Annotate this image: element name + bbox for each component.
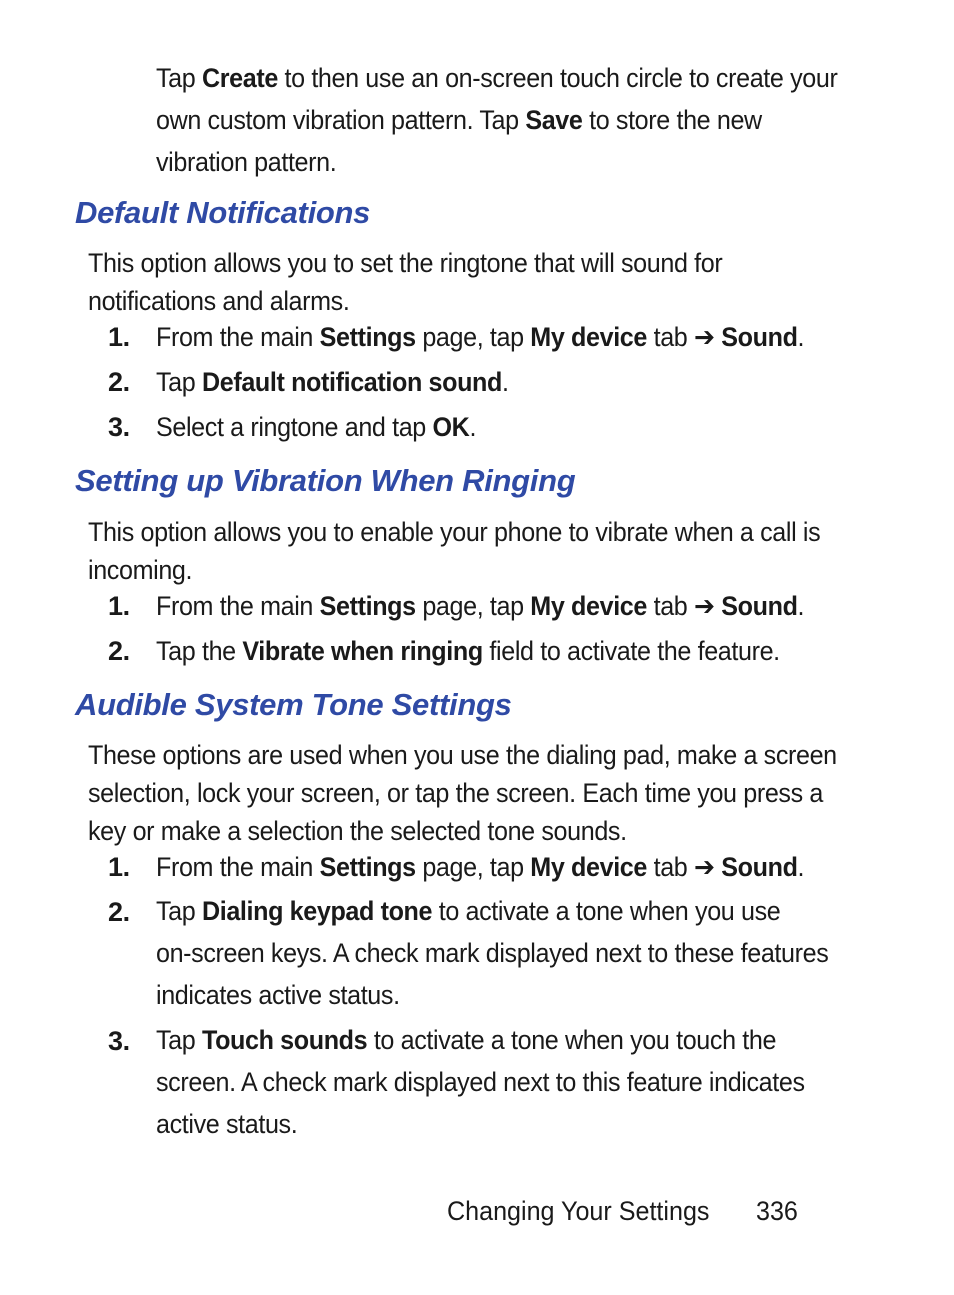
- description-line: This option allows you to set the ringtone that will sound for: [88, 248, 723, 278]
- footer-page-number: 336: [756, 1196, 798, 1226]
- step-line: active status.: [156, 1109, 298, 1139]
- step-number: 3.: [108, 1026, 130, 1056]
- intro-line: vibration pattern.: [156, 147, 337, 177]
- description-line: selection, lock your screen, or tap the screen. Each time you press a: [88, 778, 823, 808]
- description-line: These options are used when you use the dialing pad, make a screen: [88, 740, 837, 770]
- step-text: Tap Default notification sound.: [156, 367, 509, 397]
- arrow-icon: ➔: [694, 591, 715, 621]
- section-description: [88, 736, 837, 850]
- section-heading-audible: Audible System Tone Settings: [75, 687, 512, 722]
- step-number: 2.: [108, 367, 130, 397]
- section-heading-default-notifications: Default Notifications: [75, 195, 371, 230]
- step-text: From the main Settings page, tap My device tab ➔ Sound.: [156, 591, 805, 621]
- footer-section-title: Changing Your Settings: [447, 1196, 710, 1226]
- arrow-icon: ➔: [694, 322, 715, 352]
- step-number: 3.: [108, 412, 130, 442]
- step-number: 1.: [108, 852, 130, 882]
- step-number: 1.: [108, 591, 130, 621]
- step-line: Tap Dialing keypad tone to activate a tone when you use: [156, 896, 781, 926]
- step-number: 2.: [108, 897, 130, 927]
- step-text: Select a ringtone and tap OK.: [156, 412, 477, 442]
- step-text: [156, 1026, 805, 1145]
- step-number: 1.: [108, 322, 130, 352]
- description-line: This option allows you to enable your phone to vibrate when a call is: [88, 517, 821, 547]
- description-line: incoming.: [88, 555, 193, 585]
- section-heading-vibration: Setting up Vibration When Ringing: [75, 463, 576, 498]
- step-text: From the main Settings page, tap My device tab ➔ Sound.: [156, 322, 805, 352]
- intro-paragraph: [156, 57, 837, 183]
- step-number: 2.: [108, 636, 130, 666]
- intro-line: own custom vibration pattern. Tap Save to store the new: [156, 105, 762, 135]
- step-text: [156, 897, 828, 1016]
- step-line: Tap Touch sounds to activate a tone when you touch the: [156, 1025, 777, 1055]
- description-line: notifications and alarms.: [88, 286, 350, 316]
- intro-line: Tap Create to then use an on-screen touch circle to create your: [156, 63, 838, 93]
- step-text: From the main Settings page, tap My device tab ➔ Sound.: [156, 852, 805, 882]
- step-line: on-screen keys. A check mark displayed next to these features: [156, 938, 829, 968]
- description-line: key or make a selection the selected tone sounds.: [88, 816, 627, 846]
- section-description: [88, 244, 722, 320]
- step-text: Tap the Vibrate when ringing field to activate the feature.: [156, 636, 780, 666]
- step-line: indicates active status.: [156, 980, 400, 1010]
- arrow-icon: ➔: [694, 852, 715, 882]
- step-line: screen. A check mark displayed next to this feature indicates: [156, 1067, 805, 1097]
- section-description: [88, 513, 820, 589]
